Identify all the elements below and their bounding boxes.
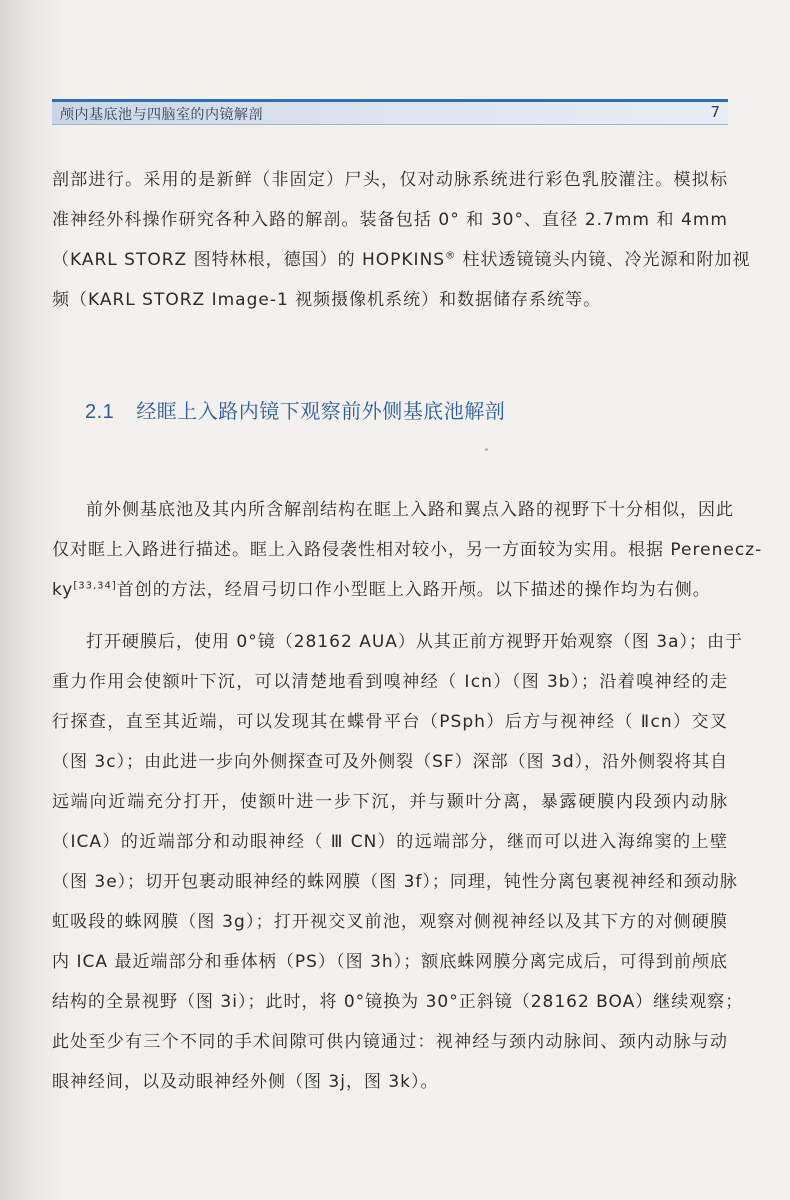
text-line: （ICA）的近端部分和动眼神经（ Ⅲ CN）的远端部分，继而可以进入海绵窦的上壁 [52, 832, 728, 852]
text-line: 打开硬膜后，使用 0°镜（28162 AUA）从其正前方视野开始观察（图 3a）；由于 [86, 632, 744, 652]
running-head-title: 颅内基底池与四脑室的内镜解剖 [60, 107, 263, 123]
text-line [52, 240, 751, 280]
section-heading [85, 395, 505, 424]
text-line: 重力作用会使额叶下沉，可以清楚地看到嗅神经（ Ⅰcn）（图 3b）；沿着嗅神经的走 [52, 672, 728, 692]
text-line: 仅对眶上入路进行描述。眶上入路侵袭性相对较小，另一方面较为实用。根据 Perenecz- [52, 540, 763, 560]
registered-mark: ® [445, 250, 457, 262]
text-line: 频（KARL STORZ Image-1 视频摄像机系统）和数据储存系统等。 [52, 290, 602, 310]
section-number: 2.1 [85, 401, 115, 423]
citation-ref: [33,34] [73, 580, 117, 592]
text-line: 准神经外科操作研究各种入路的解剖。装备包括 0° 和 30°、直径 2.7mm 和 4mm [52, 210, 728, 230]
running-header [52, 99, 728, 125]
text-line: 前外侧基底池及其内所含解剖结构在眶上入路和翼点入路的视野下十分相似，因此 [86, 500, 734, 520]
text-line: 远端向近端充分打开，使额叶进一步下沉，并与颞叶分离，暴露硬膜内段颈内动脉 [52, 792, 728, 812]
text-line: 内 ICA 最近端部分和垂体柄（PS）（图 3h）；额底蛛网膜分离完成后，可得到前颅底 [52, 952, 728, 972]
text-line: （图 3e）；切开包裹动眼神经的蛛网膜（图 3f）；同理，钝性分离包裹视神经和颈动脉 [52, 872, 738, 892]
print-speck [485, 448, 488, 451]
text-line: 眼神经间，以及动眼神经外侧（图 3j，图 3k）。 [52, 1072, 439, 1092]
text-line: 虹吸段的蛛网膜（图 3g）；打开视交叉前池，观察对侧视神经以及其下方的对侧硬膜 [52, 912, 728, 932]
text-line: 行探查，直至其近端，可以发现其在蝶骨平台（PSph）后方与视神经（ Ⅱcn）交叉 [52, 712, 728, 732]
text-line: （图 3c）；由此进一步向外侧探查可及外侧裂（SF）深部（图 3d），沿外侧裂将其自 [52, 752, 729, 772]
text-segment: （KARL STORZ 图特林根，德国）的 HOPKINS [52, 250, 446, 270]
paragraph-1 [52, 490, 763, 610]
text-segment: ky [52, 580, 74, 600]
text-line: 此处至少有三个不同的手术间隙可供内镜通过：视神经与颈内动脉间、颈内动脉与动 [52, 1032, 728, 1052]
text-line [52, 570, 728, 610]
text-line: 结构的全景视野（图 3i）；此时，将 0°镜换为 30°正斜镜（28162 BOA）继续观察； [52, 992, 744, 1012]
intro-paragraph [52, 160, 751, 320]
paragraph-2 [52, 622, 744, 1102]
section-title: 经眶上入路内镜下观察前外侧基底池解剖 [136, 399, 506, 423]
text-segment: 柱状透镜镜头内镜、冷光源和附加视 [456, 250, 751, 270]
page-number: 7 [710, 103, 720, 121]
text-line: 剖部进行。采用的是新鲜（非固定）尸头，仅对动脉系统进行彩色乳胶灌注。模拟标 [52, 170, 728, 190]
text-segment: 首创的方法，经眉弓切口作小型眶上入路开颅。以下描述的操作均为右侧。 [116, 580, 711, 600]
